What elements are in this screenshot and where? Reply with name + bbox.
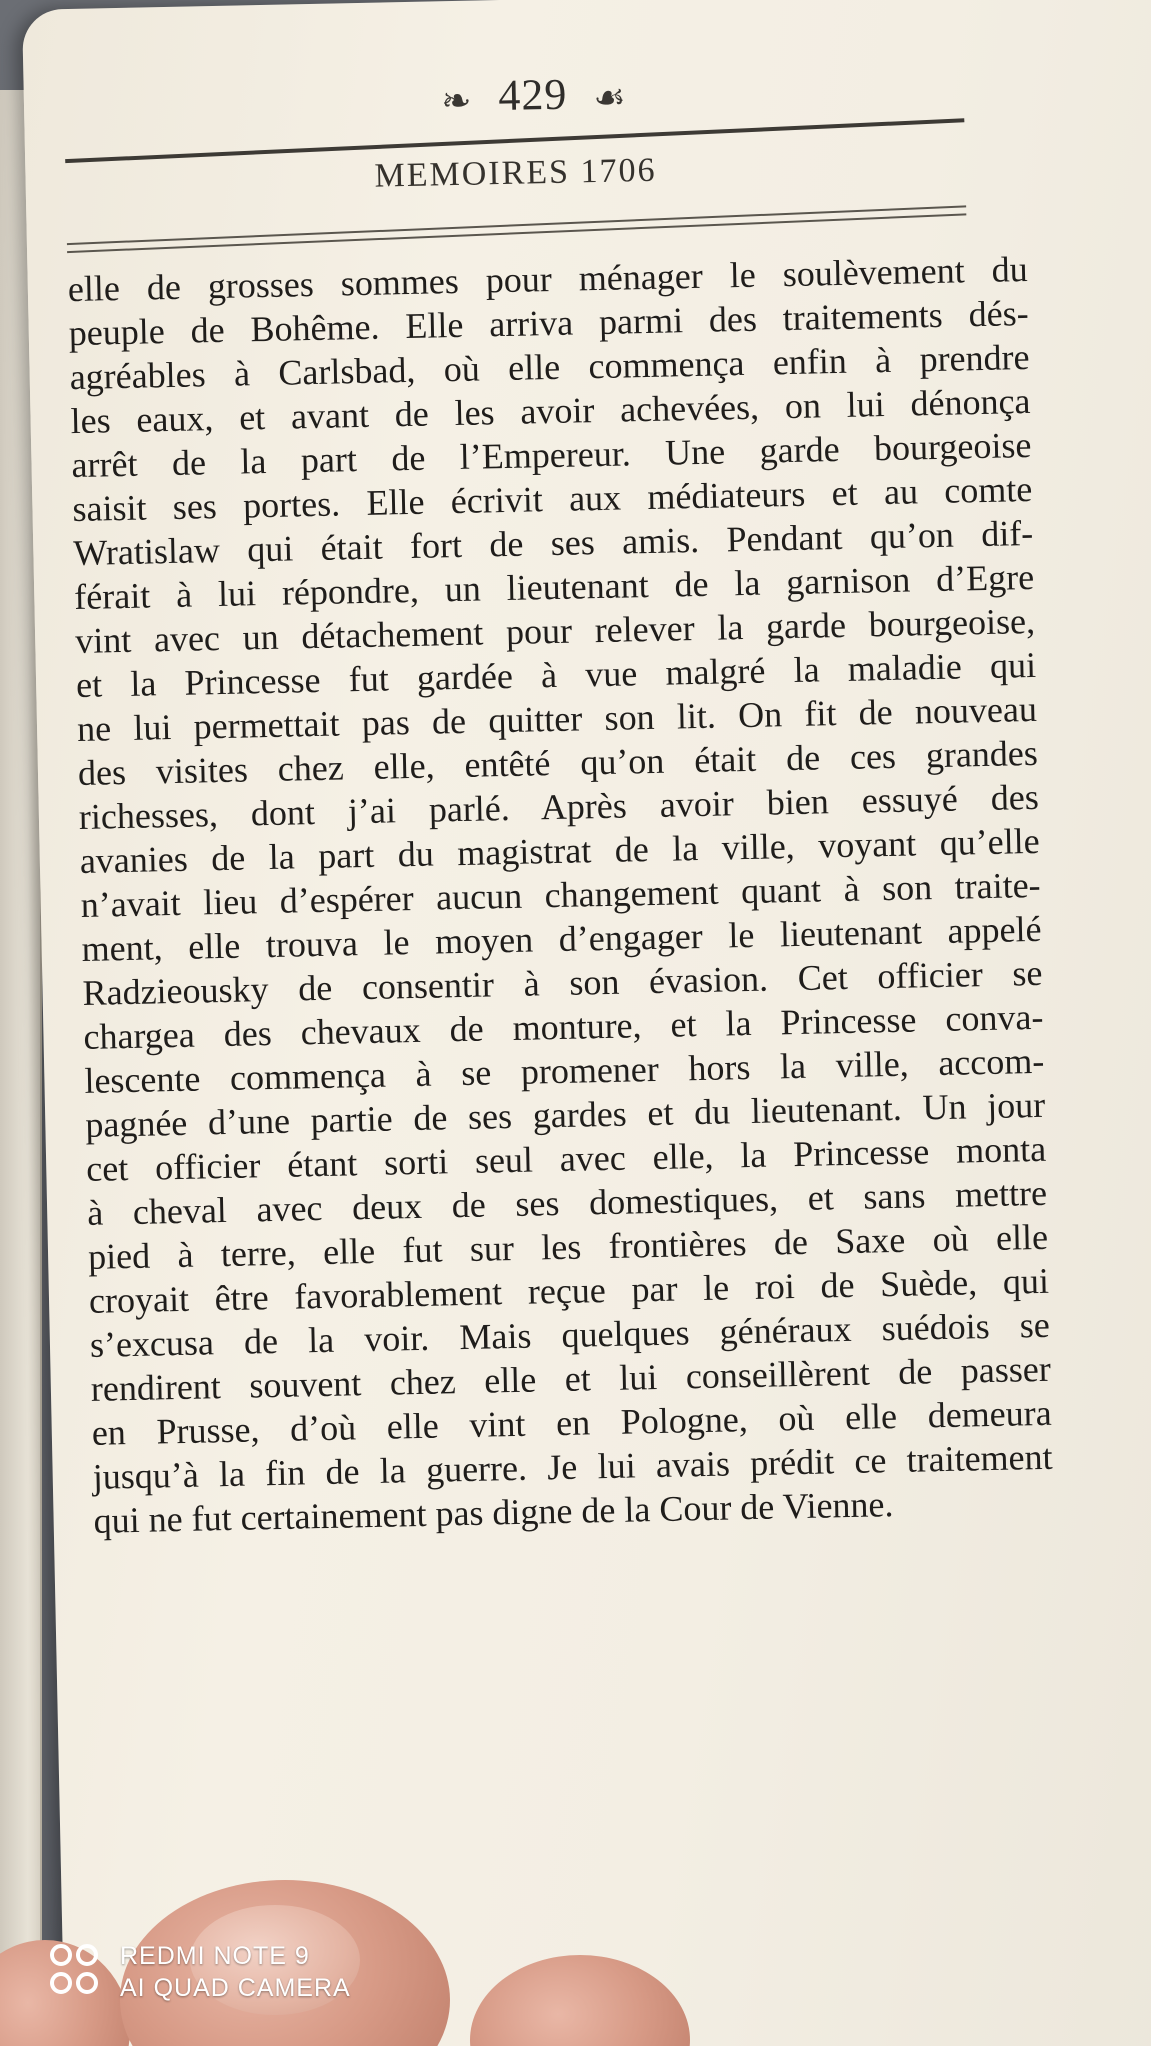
text-line: peuple de Bohême. Elle arriva parmi des traitements dés- xyxy=(68,292,1029,354)
text-line: richesses, dont j’ai parlé. Après avoir bien essuyé des xyxy=(78,776,1040,837)
text-line: pagnée d’une partie de ses gardes et du lieutenant. Un jour xyxy=(84,1084,1046,1145)
text-line: elle de grosses sommes pour ménager le soulèvement du xyxy=(67,249,1029,310)
text-line: ne lui permettait pas de quitter son lit. On fit de nouveau xyxy=(76,688,1038,749)
book-page xyxy=(22,0,1151,2046)
text-line: lescente commença à se promener hors la ville, accom- xyxy=(84,1040,1045,1101)
text-line: Wratislaw qui était fort de ses amis. Pendant qu’on dif- xyxy=(72,512,1034,574)
fleuron-right-icon: ☙ xyxy=(592,77,628,118)
text-line: jusqu’à la fin de la guerre. Je lui avais prédit ce traitement xyxy=(92,1436,1053,1497)
text-line: saisit ses portes. Elle écrivit aux médiateurs et au comte xyxy=(72,468,1033,530)
text-line: croyait être favorablement reçue par le roi de Suède, qui xyxy=(88,1260,1050,1321)
page-number-row xyxy=(63,59,1004,130)
fleuron-left-icon: ❧ xyxy=(440,80,473,122)
text-line: qui ne fut certainement pas digne de la Cour de Vienne. xyxy=(93,1484,894,1541)
text-line: avanies de la part du magistrat de la ville, voyant qu’elle xyxy=(79,820,1041,881)
text-line: arrêt de la part de l’Empereur. Une garde bourgeoise xyxy=(71,424,1032,486)
watermark-model: REDMI NOTE 9 xyxy=(120,1942,310,1970)
text-line: vint avec un détachement pour relever la garde bourgeoise, xyxy=(74,600,1036,662)
text-line: Radzieousky de consentir à son évasion. Cet officier se xyxy=(82,952,1043,1013)
text-line: rendirent souvent chez elle et lui conseillèrent de passer xyxy=(90,1348,1052,1409)
text-line: s’excusa de la voir. Mais quelques généraux suédois se xyxy=(89,1304,1051,1365)
text-line: n’avait lieu d’espérer aucun changement quant à son traite- xyxy=(80,864,1041,925)
text-line: pied à terre, elle fut sur les frontières de Saxe où elle xyxy=(87,1216,1049,1277)
title-rule-top xyxy=(67,205,966,245)
text-line: et la Princesse fut gardée à vue malgré la maladie qui xyxy=(75,644,1037,706)
text-line: les eaux, et avant de les avoir achevées, on lui dénonça xyxy=(70,380,1031,442)
text-line: cet officier étant sorti seul avec elle, la Princesse monta xyxy=(85,1128,1047,1189)
page-header xyxy=(63,59,1004,130)
text-line: férait à lui répondre, un lieutenant de la garnison d’Egre xyxy=(73,556,1035,618)
running-title: MEMOIRES 1706 xyxy=(374,151,657,195)
page-number: 429 xyxy=(497,69,568,121)
text-line: des visites chez elle, entêté qu’on était de ces grandes xyxy=(77,732,1039,793)
text-line: en Prusse, d’où elle vint en Pologne, où elle demeura xyxy=(91,1392,1053,1453)
watermark-camera: AI QUAD CAMERA xyxy=(120,1974,351,2002)
camera-logo-icon xyxy=(50,1944,106,2000)
watermark-text xyxy=(120,1940,351,2004)
title-rule-bottom xyxy=(67,213,966,253)
text-line: agréables à Carlsbad, où elle commença enfin à prendre xyxy=(69,336,1030,398)
text-line: ment, elle trouva le moyen d’engager le lieutenant appelé xyxy=(81,908,1042,969)
body-text xyxy=(67,247,1054,1543)
text-line: à cheval avec deux de ses domestiques, et sans mettre xyxy=(86,1172,1048,1233)
text-line: chargea des chevaux de monture, et la Princesse conva- xyxy=(83,996,1044,1057)
camera-watermark xyxy=(50,1940,351,2004)
